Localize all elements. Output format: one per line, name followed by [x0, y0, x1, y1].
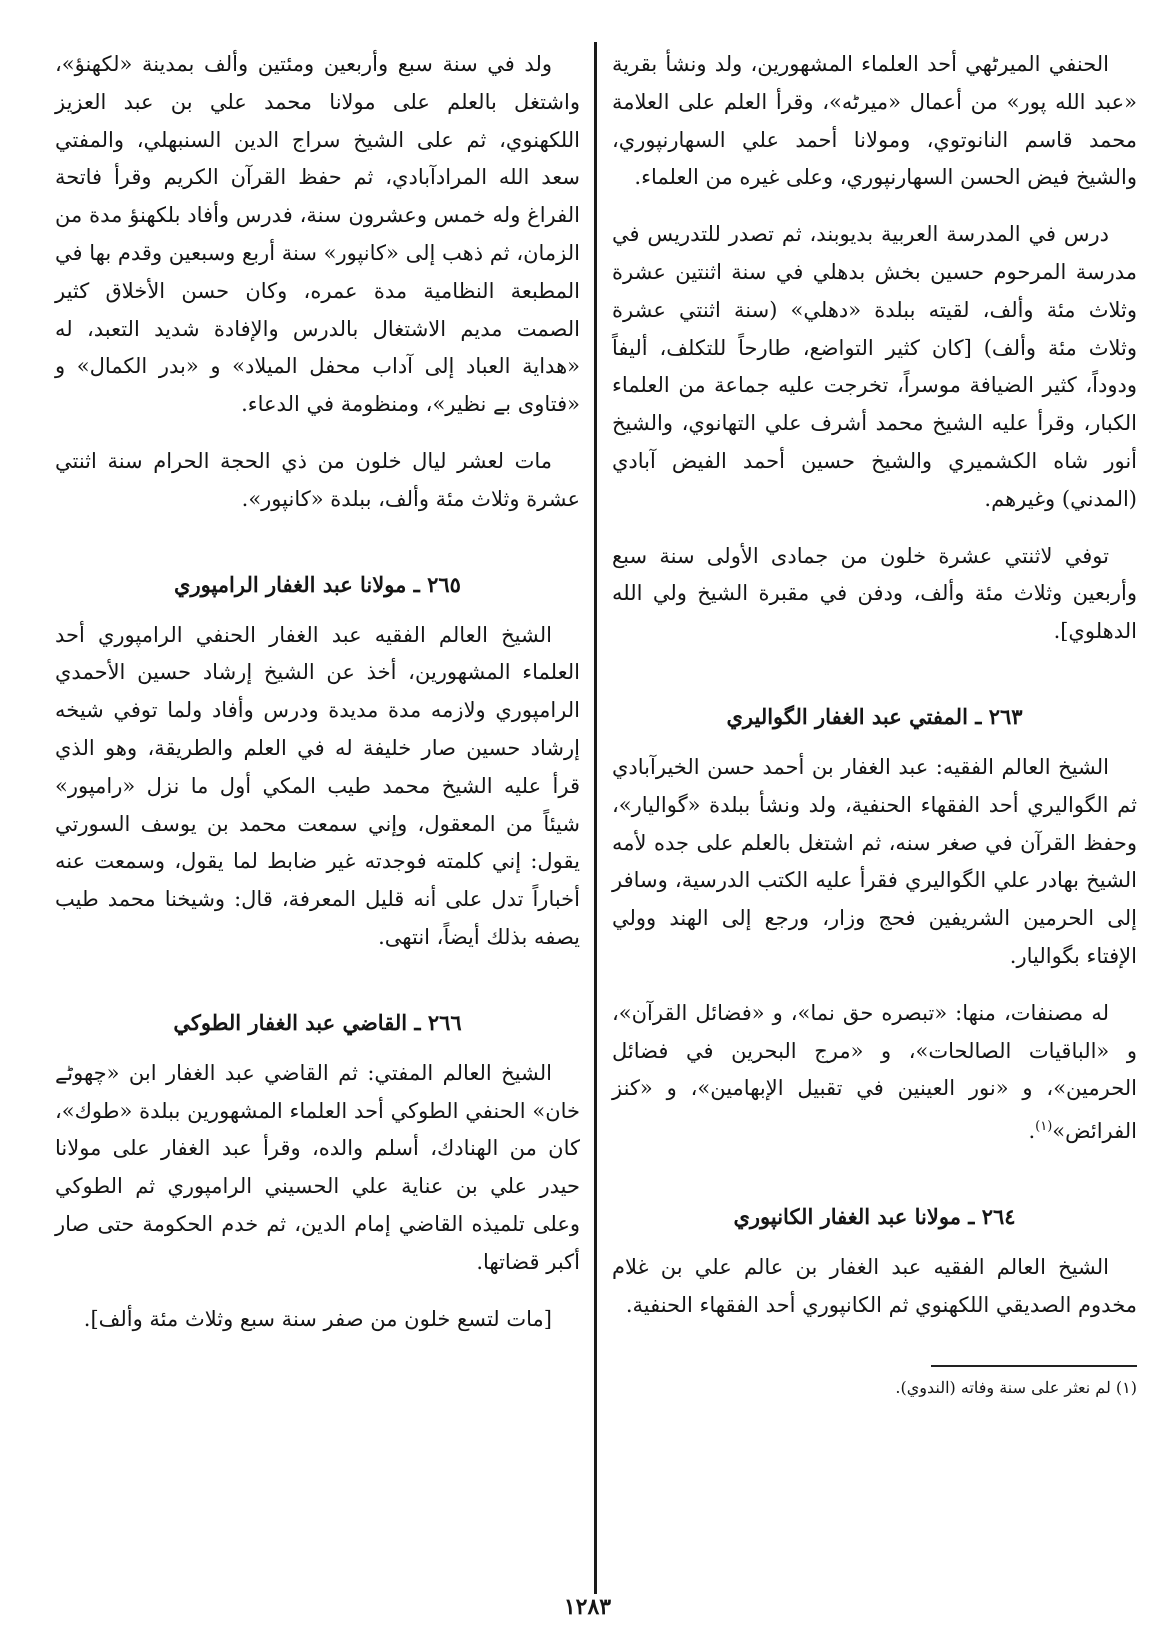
paragraph-end: . — [1028, 1119, 1036, 1144]
page-number: ١٢٨٣ — [563, 1594, 612, 1620]
paragraph: [مات لتسع خلون من صفر سنة سبع وثلاث مئة وألف]. — [83, 1306, 552, 1331]
right-column — [612, 46, 1137, 1401]
entry-heading-263: ٢٦٣ ـ المفتي عبد الغفار الگواليري — [726, 703, 1023, 729]
footnote: (١) لم نعثر على سنة وفاته (الندوي). — [895, 1377, 1137, 1397]
paragraph-text: له مصنفات، منها: «تبصره حق نما»، و «فضائل القرآن»، و «الباقيات الصالحات»، و «مرج البحرين في فضائل الحرمين»، و «نور العينين في تقبيل الإبهامين»، و «كنز الفرائض» — [612, 1000, 1137, 1144]
paragraph: ولد في سنة سبع وأربعين ومئتين وألف بمدينة «لكهنؤ»، واشتغل بالعلم على مولانا محمد علي بن عبد العزيز اللكهنوي، ثم على الشيخ سراج الدين السنبهلي، والمفتي سعد الله المرادآبادي، ثم حفظ القرآن الكريم وقرأ فاتحة الفراغ وله خمس وعشرون سنة، فدرس وأفاد بلكهنؤ مدة من الزمان، ثم ذهب إلى «كانپور» سنة أربع وسبعين وقدم بها في المطبعة النظامية مدة عمره، وكان حسن الأخلاق كثير الصمت مديم الاشتغال بالدرس والإفادة شديد التعبد، له «هداية العباد إلى آداب محفل الميلاد» و «بدر الكمال» و «فتاوى بے نظير»، ومنظومة في الدعاء. — [55, 52, 580, 417]
paragraph — [612, 995, 1137, 1151]
footnote-divider — [931, 1365, 1137, 1367]
paragraph: الشيخ العالم الفقيه: عبد الغفار بن أحمد حسن الخيرآبادي ثم الگواليري أحد الفقهاء الحنفية، ولد ونشأ ببلدة «گواليار»، وحفظ القرآن في صغر سنه، ثم اشتغل بالعلم على جده لأمه الشيخ بهادر علي الگواليري فقرأ عليه الكتب الدرسية، وسافر إلى الحرمين الشريفين فحج وزار، ورجع إلى الهند وولي الإفتاء بگواليار. — [612, 754, 1137, 968]
entry-heading-265: ٢٦٥ ـ مولانا عبد الغفار الرامپوري — [174, 571, 461, 597]
column-divider — [594, 42, 597, 1594]
paragraph: الشيخ العالم المفتي: ثم القاضي عبد الغفار ابن «چهوٹے خان» الحنفي الطوكي أحد العلماء المشهورين ببلدة «طوك»، كان من الهنادك، أسلم والده، وقرأ عبد الغفار على مولانا حيدر علي بن عناية علي الحسيني الرامپوري ثم الطوكي وعلى تلميذه القاضي إمام الدين، ثم خدم الحكومة حتى صار أكبر قضاتها. — [55, 1060, 580, 1274]
paragraph: الشيخ العالم الفقيه عبد الغفار الحنفي الرامپوري أحد العلماء المشهورين، أخذ عن الشيخ إرشاد حسين الأحمدي الرامپوري ولازمه مدة مديدة ودرس وأفاد ولما توفي شيخه إرشاد حسين صار خليفة له في العلم والطريقة، وهو الذي قرأ عليه الشيخ محمد طيب المكي أول ما نزل «رامپور» شيئاً من المعقول، وإني سمعت محمد بن يوسف السورتي يقول: إني كلمته فوجدته غير ضابط لما يقول، وسمعت عنه أخباراً تدل على أنه قليل المعرفة، قال: وشيخنا محمد طيب يصفه بذلك أيضاً، انتهى. — [55, 622, 580, 949]
entry-heading-266: ٢٦٦ ـ القاضي عبد الغفار الطوكي — [173, 1009, 462, 1035]
footnote-ref: (١) — [1035, 1119, 1053, 1135]
paragraph: درس في المدرسة العربية بديوبند، ثم تصدر للتدريس في مدرسة المرحوم حسين بخش بدهلي في سنة اثنتين عشرة وثلاث مئة وألف، لقيته ببلدة «دهلي» (سنة اثنتي عشرة وثلاث مئة وألف) [كان كثير التواضع، طارحاً للتكلف، أليفاً ودوداً، كثير الضيافة موسراً، تخرجت عليه جماعة من العلماء الكبار، وقرأ عليه الشيخ محمد أشرف علي التهانوي، والشيخ أنور شاه الكشميري والشيخ حسين أحمد الفيض آبادي (المدني) وغيرهم. — [612, 222, 1137, 511]
left-column — [55, 46, 580, 1357]
paragraph: الحنفي الميرٹهي أحد العلماء المشهورين، ولد ونشأ بقرية «عبد الله پور» من أعمال «ميرٹه»، وقرأ العلم على العلامة محمد قاسم النانوتوي، ومولانا أحمد علي السهارنپوري، والشيخ فيض الحسن السهارنپوري، وعلى غيره من العلماء. — [612, 52, 1137, 190]
paragraph: مات لعشر ليال خلون من ذي الحجة الحرام سنة اثنتي عشرة وثلاث مئة وألف، ببلدة «كانپور». — [55, 448, 580, 511]
paragraph: الشيخ العالم الفقيه عبد الغفار بن عالم علي بن غلام مخدوم الصديقي اللكهنوي ثم الكانپوري أحد الفقهاء الحنفية. — [612, 1254, 1137, 1317]
entry-heading-264: ٢٦٤ ـ مولانا عبد الغفار الكانپوري — [733, 1203, 1016, 1229]
paragraph: توفي لاثنتي عشرة خلون من جمادى الأولى سنة سبع وأربعين وثلاث مئة وألف، ودفن في مقبرة الشيخ ولي الله الدهلوي]. — [612, 543, 1137, 644]
